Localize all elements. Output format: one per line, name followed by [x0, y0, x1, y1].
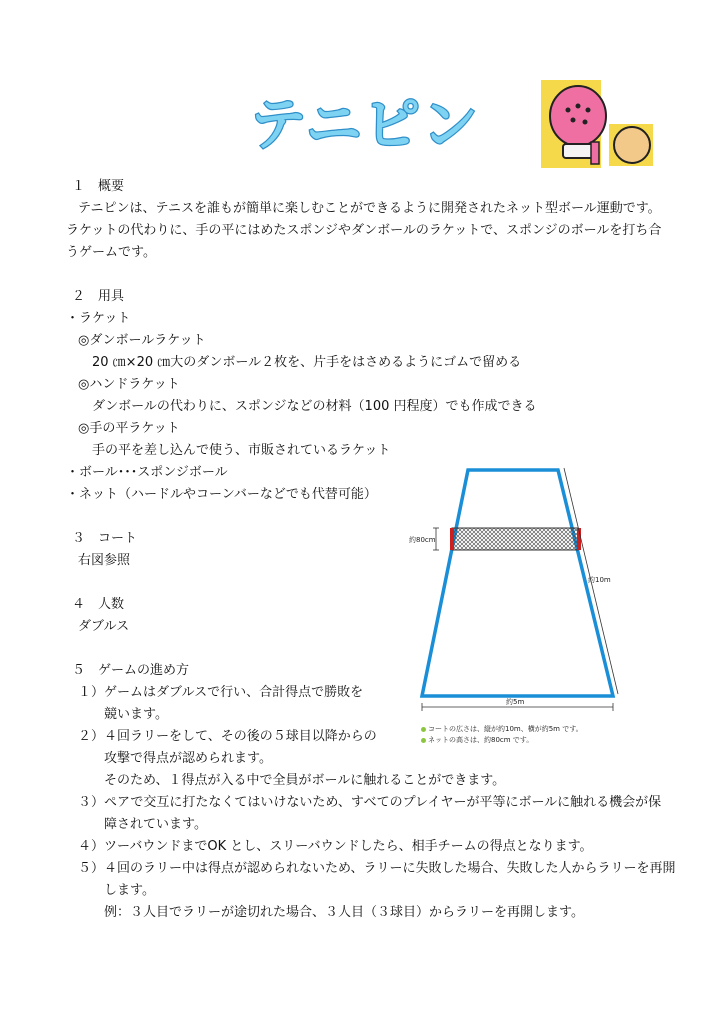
racket-item: ・ラケット [66, 311, 131, 326]
rule-2-cont: 攻撃で得点が認められます。 [104, 751, 272, 766]
bullet-dot-icon [421, 727, 426, 732]
section-3-heading: ３ コート [72, 531, 138, 546]
cardboard-racket-desc: 20 ㎝×20 ㎝大のダンボール２枚を、片手をはさめるようにゴムで留める [92, 355, 522, 370]
court-note: コートの広さは、縦が約10m、横が約5m です。 [421, 724, 583, 734]
court-outline [422, 470, 613, 696]
section-4-body: ダブルス [78, 619, 130, 634]
section-4-heading: ４ 人数 [72, 597, 125, 612]
rule-5-cont: します。 [104, 883, 155, 898]
rule-1: １）ゲームはダブルスで行い、合計得点で勝敗を [78, 685, 364, 700]
net-post-left [450, 528, 454, 550]
title-text: テニピン [250, 93, 480, 158]
section-2-heading: ２ 用具 [72, 289, 125, 304]
net-height-label: 約80cm [409, 536, 436, 544]
rule-3-cont: 障されています。 [104, 817, 207, 832]
rule-5-example: 例：３人目でラリーが途切れた場合、３人目（３球目）からラリーを再開します。 [104, 905, 584, 920]
rule-3: ３）ペアで交互に打たなくてはいけないため、すべてのプレイヤーが平等にボールに触れる機会が保 [78, 795, 662, 810]
section-5-heading: ５ ゲームの進め方 [72, 663, 190, 678]
palm-racket-label: ◎手の平ラケット [78, 421, 180, 436]
ball-item: ・ボール･･･スポンジボール [66, 465, 228, 480]
hand-racket-label: ◎ハンドラケット [78, 377, 180, 392]
rule-2-cont: そのため、１得点が入る中で全員がボールに触れることができます。 [104, 773, 506, 788]
section-1-heading: １ 概要 [72, 179, 125, 194]
bullet-dot-icon [421, 738, 426, 743]
court-width-label: 約5m [506, 698, 525, 706]
rule-5: ５）４回のラリー中は得点が認められないため、ラリーに失敗した場合、失敗した人からラリーを再開 [78, 861, 676, 876]
section-1-paragraph: ラケットの代わりに、手の平にはめたスポンジやダンボールのラケットで、スポンジのボールを打ち合 [66, 223, 662, 238]
court-diagram [408, 462, 628, 752]
court-length-label: 約10m [588, 576, 611, 584]
rule-2: ２）４回ラリーをして、その後の５球目以降からの [78, 729, 377, 744]
cardboard-racket-label: ◎ダンボールラケット [78, 333, 206, 348]
palm-racket-desc: 手の平を差し込んで使う、市販されているラケット [92, 443, 391, 458]
racket-ball-illustration [541, 80, 661, 170]
rule-1-cont: 競います。 [104, 707, 168, 722]
section-1-paragraph: うゲームです。 [66, 245, 156, 260]
rule-4: ４）ツーバウンドまでOK とし、スリーバウンドしたら、相手チームの得点となります。 [78, 839, 593, 854]
net-item: ・ネット（ハードルやコーンバーなどでも代替可能） [66, 487, 377, 502]
hand-racket-desc: ダンボールの代わりに、スポンジなどの材料（100 円程度）でも作成できる [92, 399, 537, 414]
section-1-paragraph: テニピンは、テニスを誰もが簡単に楽しむことができるように開発されたネット型ボール運動です。 [78, 201, 661, 216]
section-3-body: 右図参照 [78, 553, 131, 568]
net-note: ネットの高さは、約80cm です。 [421, 735, 533, 745]
net [452, 528, 578, 550]
page-title [240, 88, 490, 158]
